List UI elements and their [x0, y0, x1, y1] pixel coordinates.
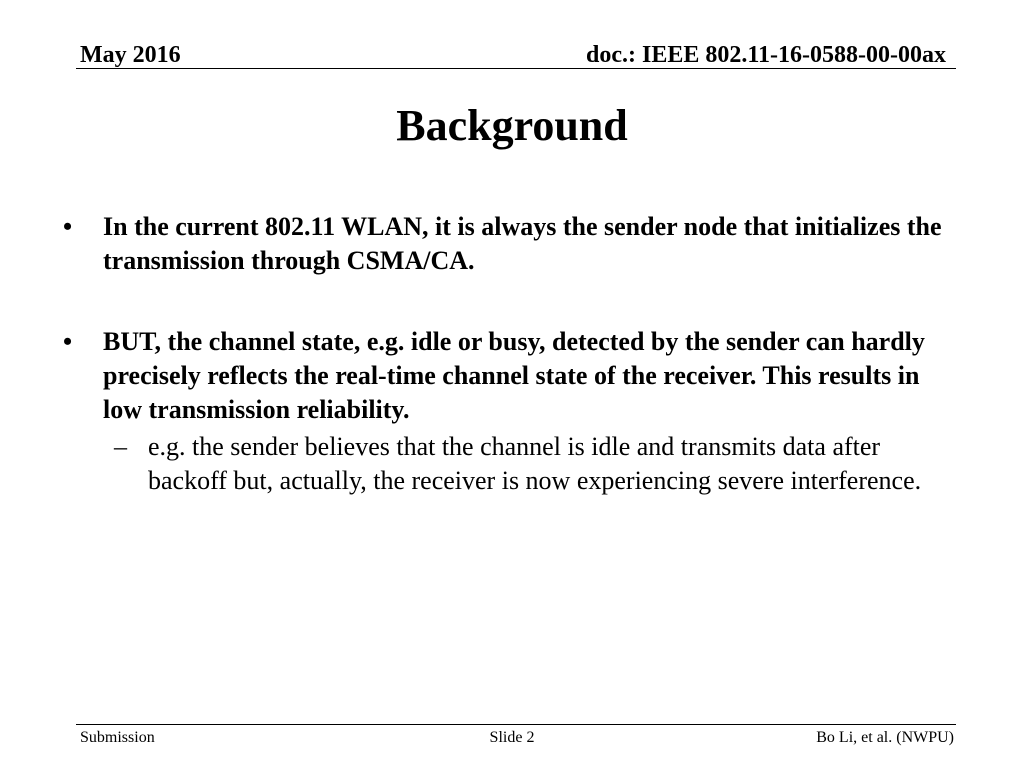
footer-submission: Submission — [80, 729, 155, 746]
sub-bullet-marker: – — [114, 432, 127, 461]
sub-bullet-item — [60, 430, 960, 498]
bullet-text: In the current 802.11 WLAN, it is always the sender node that initializes the transmission through CSMA/CA. — [103, 212, 942, 275]
bullet-marker: • — [63, 327, 73, 356]
sub-bullet-text: e.g. the sender believes that the channel is idle and transmits data after backoff but, actually, the receiver is now experiencing severe interference. — [148, 432, 922, 495]
slide-body — [60, 210, 960, 498]
header-doc-id: doc.: IEEE 802.11-16-0588-00-00ax — [586, 42, 946, 68]
header-divider — [76, 68, 956, 69]
bullet-item — [60, 325, 960, 427]
footer-divider — [76, 724, 956, 725]
header-date: May 2016 — [80, 42, 181, 68]
footer-author: Bo Li, et al. (NWPU) — [816, 729, 954, 746]
bullet-marker: • — [63, 212, 73, 241]
slide-title: Background — [396, 101, 628, 150]
bullet-item — [60, 210, 960, 278]
footer-slide-number: Slide 2 — [489, 729, 535, 746]
bullet-text: BUT, the channel state, e.g. idle or busy, detected by the sender can hardly precisely reflects the real-time channel state of the receiver. This results in low transmission reliability. — [103, 327, 925, 424]
